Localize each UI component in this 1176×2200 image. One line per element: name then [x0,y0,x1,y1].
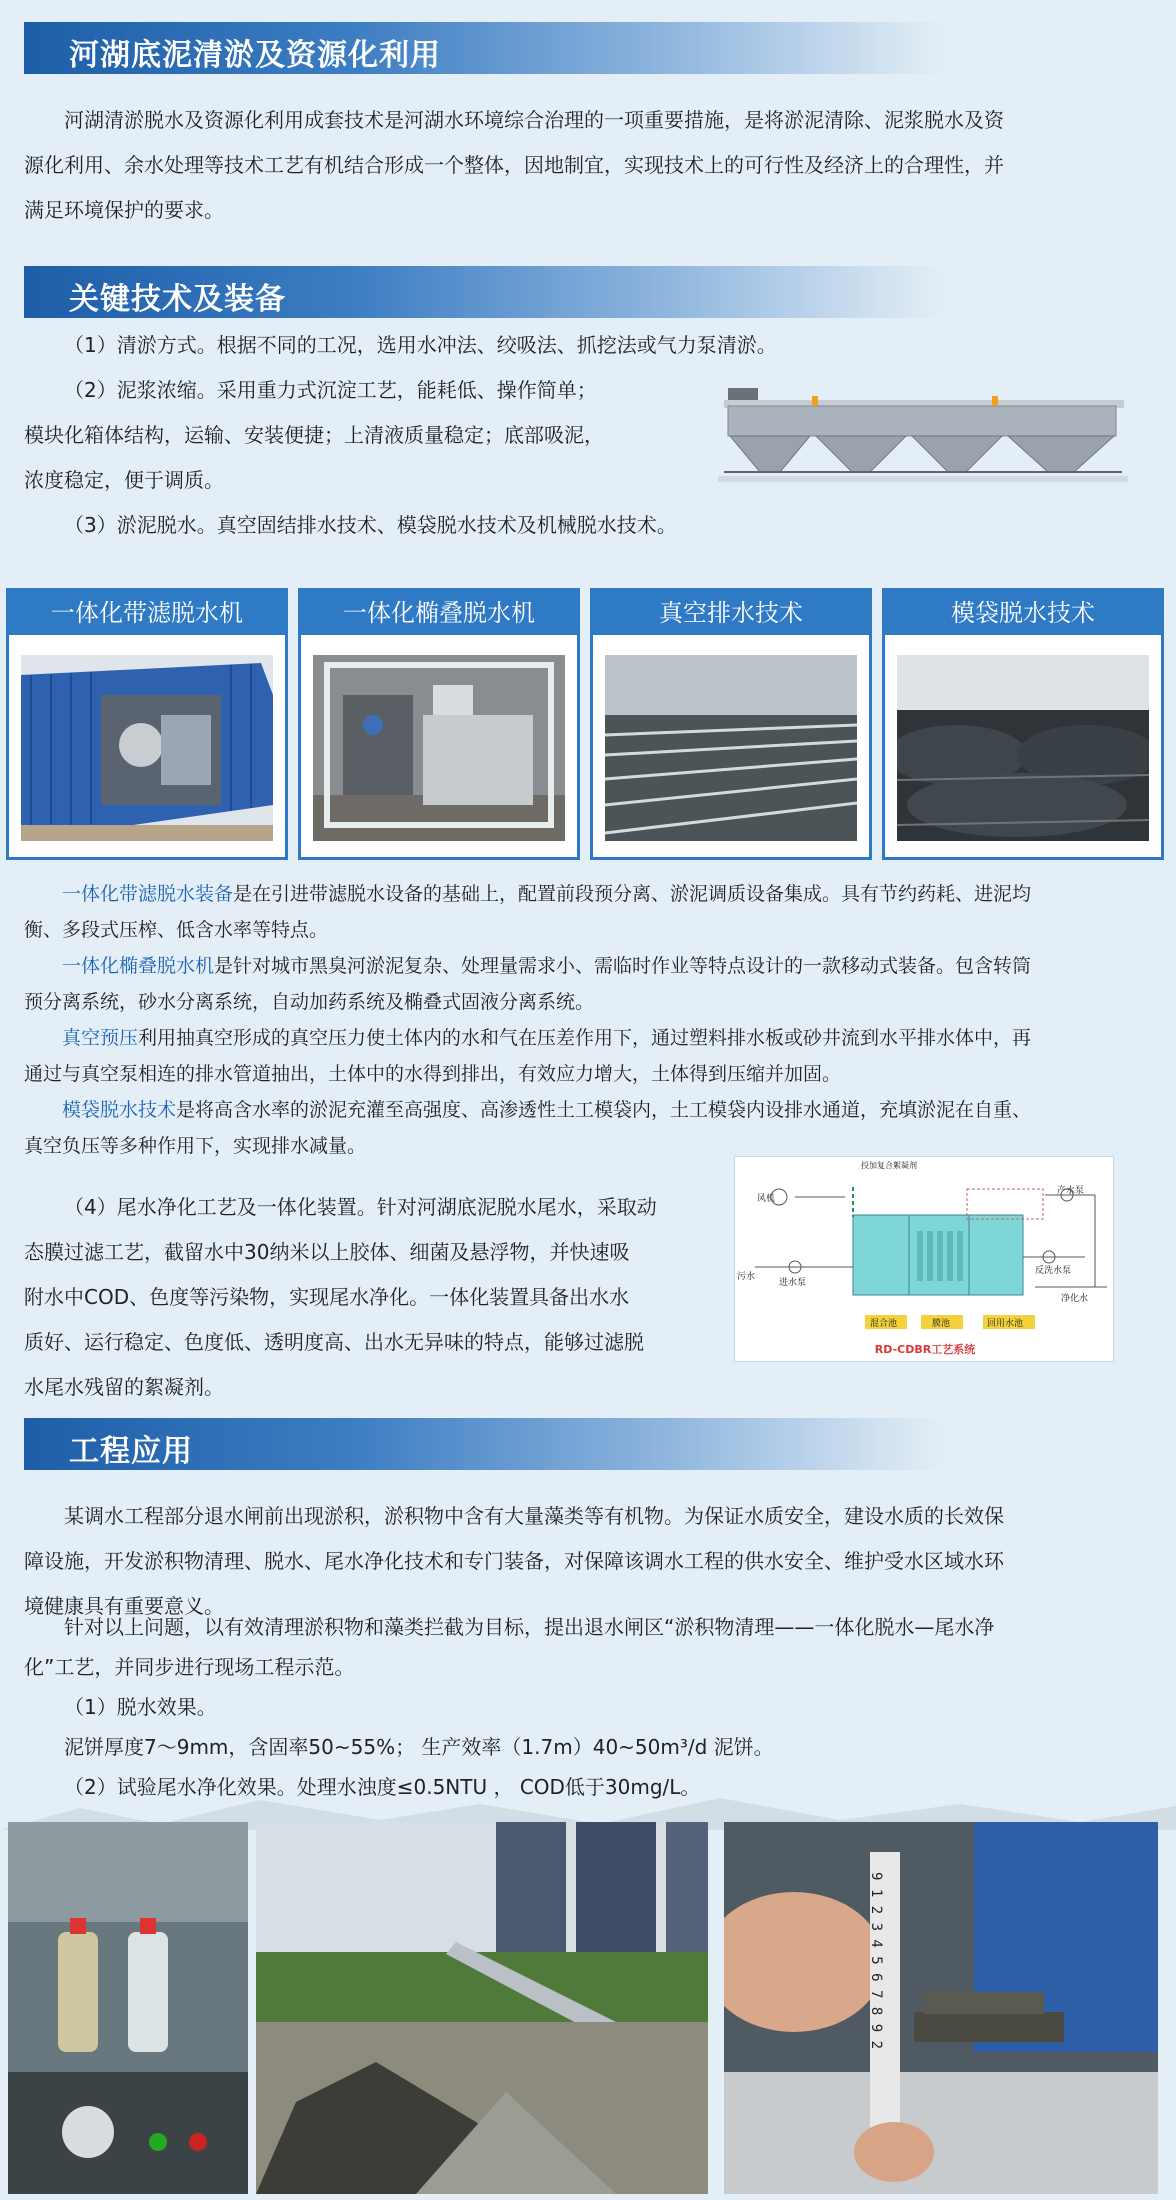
intro-line: 满足环境保护的要求。 [24,198,224,222]
result-1-title: （1）脱水效果。 [64,1695,217,1719]
desc-term: 一体化带滤脱水装备 [62,883,234,905]
vacuum-drainage-photo [605,655,857,841]
section-title: 河湖底泥清淤及资源化利用 [69,38,441,73]
section-title: 工程应用 [69,1434,193,1469]
card-vacuum-drainage [590,588,872,860]
desc-belt-filter: 一体化带滤脱水装备是在引进带滤脱水设备的基础上，配置前段预分离、淤泥调质设备集成。具有节约药耗、进泥均 [62,883,1032,905]
key-tech-item-4: （4）尾水净化工艺及一体化装置。针对河湖底泥脱水尾水，采取动 态膜过滤工艺，截留水中30纳米以上胶体、细菌及悬浮物，并快速吸 附水中COD、色度等污染物，实现尾水净化。一体化装置具备出水水 质好、运行稳定、色度低、透明度高、出水无异味的特点，能够过滤脱 水尾水残留的絮凝剂。 [24,1195,657,1399]
diagram-caption: RD-CDBR工艺系统 [874,1343,976,1356]
desc-geotextile-bag: 模袋脱水技术是将高含水率的淤泥充灌至高强度、高渗透性土工模袋内，土工模袋内设排水通道，充填淤泥在自重、 [62,1099,1032,1121]
process-diagram [734,1156,1114,1362]
result-1-detail: 泥饼厚度7～9mm，含固率50~55%； 生产效率（1.7m）40~50m³/d 泥饼。 [64,1735,774,1759]
card-geotextile-bag [882,588,1164,860]
desc-stacked-screw: 一体化椭叠脱水机是针对城市黑臭河淤泥复杂、处理量需求小、需临时作业等特点设计的一款移动式装备。包含转筒 [62,955,1032,977]
result-2: （2）试验尾水净化效果。处理水浊度≤0.5NTU ， COD低于30mg/L。 [64,1775,701,1799]
label-sewage: 污水 [737,1272,756,1282]
mud-cake-photo [724,1822,1158,2194]
application-paragraph-2: 针对以上问题，以有效清理淤积物和藻类拦截为目标，提出退水闸区“淤积物清理——一体化脱水—尾水净 化”工艺，并同步进行现场工程示范。 （1）脱水效果。 泥饼厚度7～9mm，含固率50~55%； 生产效率（1.7m）40~50m³/d 泥饼。 （2）试验尾水净化效果。处理水浊度≤0.5NTU ， COD低于30mg/L。 [24,1607,1154,1807]
label-intake-pump: 进水泵 [779,1278,807,1288]
label-product-pump: 产水泵 [1057,1186,1085,1196]
water-sample-photo [8,1822,248,2194]
intro-paragraph [24,98,1154,233]
card-title: 一体化椭叠脱水机 [301,591,577,635]
desc-term: 一体化椭叠脱水机 [62,955,215,977]
key-tech-item-2: （2）泥浆浓缩。采用重力式沉淀工艺，能耗低、操作简单； 模块化箱体结构，运输、安装便捷；上清液质量稳定；底部吸泥， 浓度稳定，便于调质。 [24,378,604,492]
label-fan: 风机 [757,1194,776,1204]
key-tech-item-3: （3）淤泥脱水。真空固结排水技术、模袋脱水技术及机械脱水技术。 [64,513,677,537]
stacked-screw-photo [313,655,565,841]
card-title: 真空排水技术 [593,591,869,635]
card-title: 一体化带滤脱水机 [9,591,285,635]
card-belt-filter [6,588,288,860]
desc-term: 模袋脱水技术 [62,1099,177,1121]
card-stacked-screw [298,588,580,860]
card-title: 模袋脱水技术 [885,591,1161,635]
equipment-descriptions: 一体化带滤脱水装备是在引进带滤脱水设备的基础上，配置前段预分离、淤泥调质设备集成。具有节约药耗、进泥均 衡、多段式压榨、低含水率等特点。 一体化椭叠脱水机是针对城市黑臭河淤泥复杂、处理量需求小、需临时作业等特点设计的一款移动式装备。包含转筒 预分离系统，砂水分离系统，自动加药系统及椭叠式固液分离系统。 真空预压利用抽真空形成的真空压力使土体内的水和气在压差作用下，通过塑料排水板或砂井流到水平排水体中，再 通过与真空泵相连的排水管道抽出，土体中的水得到排出，有效应力增大，土体得到压缩并加固。 模袋脱水技术是将高含水率的淤泥充灌至高强度、高渗透性土工模袋内，土工模袋内设排水通道，充填淤泥在自重、 真空负压等多种作用下，实现排水减量。 [24,876,1156,1164]
section-header-key-tech [24,266,944,318]
label-mix-tank: 混合池 [870,1319,898,1329]
section-title: 关键技术及装备 [69,282,286,317]
ruler-digits: 9 1 2 3 4 5 6 7 8 9 2 [868,1872,884,2050]
section-header-sediment [24,22,944,74]
geotextile-bag-photo [897,655,1149,841]
label-clean-water: 净化水 [1061,1294,1089,1304]
desc-term: 真空预压 [62,1027,139,1049]
label-dosing: 投加复合絮凝剂 [861,1161,917,1170]
application-paragraph-1: 某调水工程部分退水闸前出现淤积，淤积物中含有大量藻类等有机物。为保证水质安全，建设水质的长效保 障设施，开发淤积物清理、脱水、尾水净化技术和专门装备，对保障该调水工程的供水安全、维护受水区域水环 境健康具有重要意义。 [24,1504,1004,1618]
intro-line: 河湖清淤脱水及资源化利用成套技术是河湖水环境综合治理的一项重要措施，是将淤泥清除、泥浆脱水及资 [64,108,1004,132]
thickener-tank-illustration [718,380,1128,495]
key-tech-item-1: （1）清淤方式。根据不同的工况，选用水冲法、绞吸法、抓挖法或气力泵清淤。 [64,333,777,357]
label-backwash-pump: 反洗水泵 [1035,1266,1072,1276]
label-reuse-tank: 回用水池 [987,1319,1024,1329]
site-photo [256,1822,708,2194]
section-header-application [24,1418,944,1470]
belt-filter-photo [21,655,273,841]
desc-vacuum-preloading: 真空预压利用抽真空形成的真空压力使土体内的水和气在压差作用下，通过塑料排水板或砂井流到水平排水体中，再 [62,1027,1032,1049]
label-membrane-tank: 膜池 [932,1319,951,1329]
intro-line: 源化利用、余水处理等技术工艺有机结合形成一个整体，因地制宜，实现技术上的可行性及经济上的合理性，并 [24,153,1004,177]
